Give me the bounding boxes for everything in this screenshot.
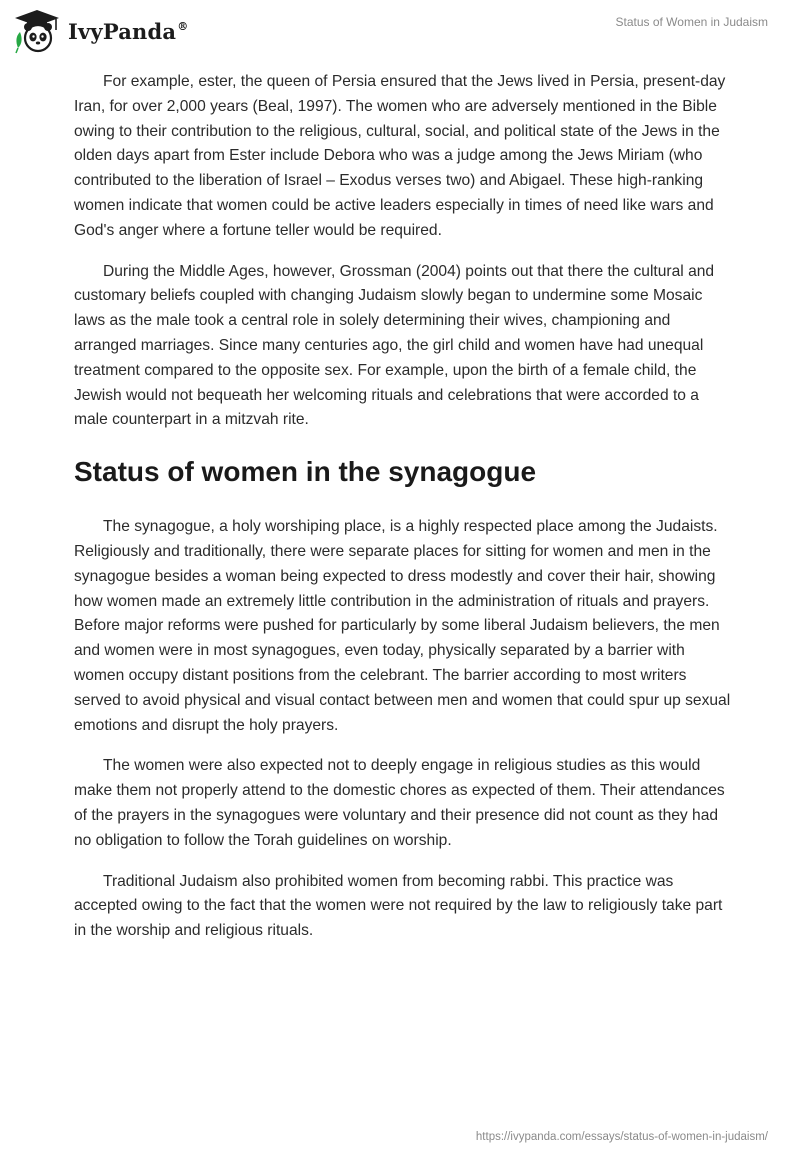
paragraph: The women were also expected not to deeply engage in religious studies as this would make them not properly attend to the domestic chores as expected of them. Their attendances of the prayers in the synagogues were voluntary and their presence did not count as they had no obligation to follow the Torah guidelines on worship.: [74, 757, 725, 849]
document-title: Status of Women in Judaism: [615, 15, 768, 29]
brand-logo[interactable]: [12, 8, 188, 54]
section-heading: Status of women in the synagogue: [74, 456, 537, 488]
brand-name: IvyPanda®: [68, 18, 189, 44]
paragraph: During the Middle Ages, however, Grossman (2004) points out that there the cultural and customary beliefs coupled with changing Judaism slowly began to undermine some Mosaic laws as the male took a central role in solely determining their wives, championing and arranged marriages. Since many centuries ago, the girl child and women have had unequal treatment compared to the opposite sex. For example, upon the birth of a female child, the Jewish would not bequeath her welcoming rituals and celebrations that were accorded to a male counterpart in a mitzvah rite.: [74, 262, 715, 429]
paragraph: The synagogue, a holy worshiping place, is a highly respected place among the Judaists. Religiously and traditionally, there were separate places for sitting for women and men in the synagogue besides a woman being expected to dress modestly and cover their hair, showing how women made an extremely little contribution in the administration of rituals and prayers. Before major reforms were pushed for particularly by some liberal Judaism believers, the men and women were in most synagogues, even today, physically separated by a barrier with women occupy distant positions from the celebrant. The barrier according to most writers served to avoid physical and visual contact between men and women that could spur up sexual emotions and disrupt the holy prayers.: [74, 518, 731, 734]
panda-graduation-cap-icon: [12, 8, 62, 54]
registered-mark: ®: [177, 19, 189, 33]
source-url[interactable]: https://ivypanda.com/essays/status-of-women-in-judaism/: [475, 1131, 768, 1143]
essay-body: [74, 70, 734, 960]
paragraph: For example, ester, the queen of Persia ensured that the Jews lived in Persia, present-day Iran, for over 2,000 years (Beal, 1997). The women who are adversely mentioned in the Bible owing to their contribution to the religious, cultural, social, and political state of the Jews in the olden days apart from Ester include Debora who was a judge among the Jews Miriam (who contributed to the liberation of Israel – Exodus verses two) and Abigael. These high-ranking women indicate that women could be active leaders especially in times of need like wars and God's anger where a fortune teller would be required.: [74, 73, 726, 239]
page-header: [0, 0, 800, 60]
paragraph: Traditional Judaism also prohibited women from becoming rabbi. This practice was accepted owing to the fact that the women were not required by the law to religiously take part in the worship and religious rituals.: [74, 872, 723, 940]
